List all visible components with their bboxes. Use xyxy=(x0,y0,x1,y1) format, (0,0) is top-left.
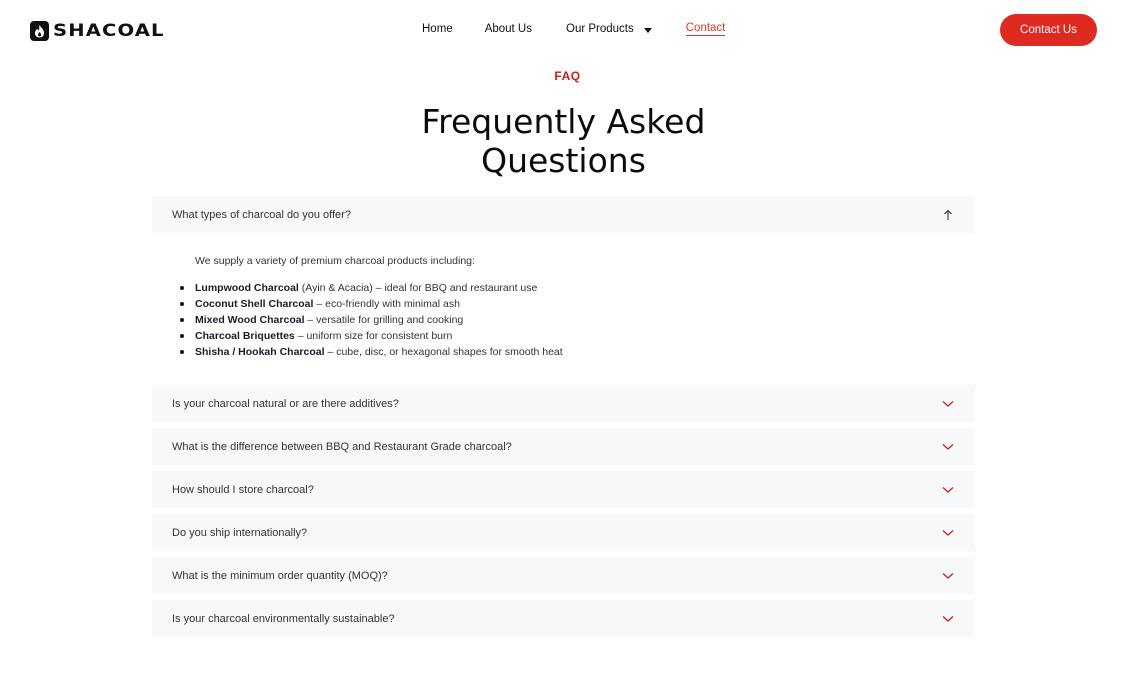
brand-name: SHACOAL xyxy=(53,21,165,41)
arrow-up-icon[interactable] xyxy=(941,208,955,222)
section-eyebrow: FAQ xyxy=(554,69,581,83)
answer-intro: We supply a variety of premium charcoal products including: xyxy=(195,255,475,267)
flame-logo-icon xyxy=(30,21,49,41)
item-name: Shisha / Hookah Charcoal xyxy=(195,346,325,358)
site-header xyxy=(0,0,1135,60)
item-desc: – cube, disc, or hexagonal shapes for smooth heat xyxy=(324,346,563,358)
title-line-1: Frequently Asked xyxy=(421,102,706,141)
nav-about-us[interactable]: About Us xyxy=(484,23,532,35)
item-name: Coconut Shell Charcoal xyxy=(195,298,314,310)
chevron-down-icon[interactable] xyxy=(941,440,955,454)
faq-question-text: What is the difference between BBQ and Restaurant Grade charcoal? xyxy=(172,440,512,453)
item-name: Mixed Wood Charcoal xyxy=(195,314,305,326)
chevron-down-icon[interactable] xyxy=(941,397,955,411)
faq-question-text: How should I store charcoal? xyxy=(172,483,314,496)
faq-question-text: What is the minimum order quantity (MOQ)? xyxy=(172,569,388,582)
faq-question-text: Is your charcoal natural or are there additives? xyxy=(172,397,399,410)
faq-question[interactable] xyxy=(152,385,975,422)
caret-down-icon xyxy=(644,28,652,33)
title-line-2: Questions xyxy=(481,141,646,180)
list-item xyxy=(195,280,975,296)
contact-us-button[interactable]: Contact Us xyxy=(1000,14,1097,46)
nav-home[interactable]: Home xyxy=(422,23,453,35)
item-name: Charcoal Briquettes xyxy=(195,330,295,342)
brand-logo[interactable] xyxy=(30,20,165,42)
nav-contact[interactable]: Contact xyxy=(685,22,726,34)
faq-question-text: Do you ship internationally? xyxy=(172,526,308,539)
item-desc: – versatile for grilling and cooking xyxy=(304,314,464,326)
item-name: Lumpwood Charcoal xyxy=(195,282,299,294)
answer-list xyxy=(195,280,975,360)
page-title xyxy=(0,102,1127,180)
nav-our-products[interactable] xyxy=(566,23,652,35)
item-desc: – eco-friendly with minimal ash xyxy=(313,298,460,310)
item-desc: – uniform size for consistent burn xyxy=(294,330,453,342)
faq-question-text: What types of charcoal do you offer? xyxy=(172,208,351,221)
faq-question[interactable] xyxy=(152,514,975,551)
faq-question[interactable] xyxy=(152,557,975,594)
faq-question[interactable] xyxy=(152,471,975,508)
faq-question[interactable] xyxy=(152,428,975,465)
faq-answer xyxy=(152,233,975,385)
list-item xyxy=(195,296,975,312)
list-item xyxy=(195,328,975,344)
list-item xyxy=(195,312,975,328)
list-item xyxy=(195,344,975,360)
faq-question-text: Is your charcoal environmentally sustainable? xyxy=(172,612,395,625)
chevron-down-icon[interactable] xyxy=(941,483,955,497)
item-desc: (Ayin & Acacia) – ideal for BBQ and restaurant use xyxy=(298,282,538,294)
chevron-down-icon[interactable] xyxy=(941,612,955,626)
faq-question[interactable] xyxy=(152,600,975,637)
nav-our-products-label: Our Products xyxy=(566,23,634,35)
chevron-down-icon[interactable] xyxy=(941,569,955,583)
chevron-down-icon[interactable] xyxy=(941,526,955,540)
main-nav xyxy=(422,22,725,36)
faq-accordion xyxy=(152,196,975,643)
faq-question-open[interactable] xyxy=(152,196,975,233)
